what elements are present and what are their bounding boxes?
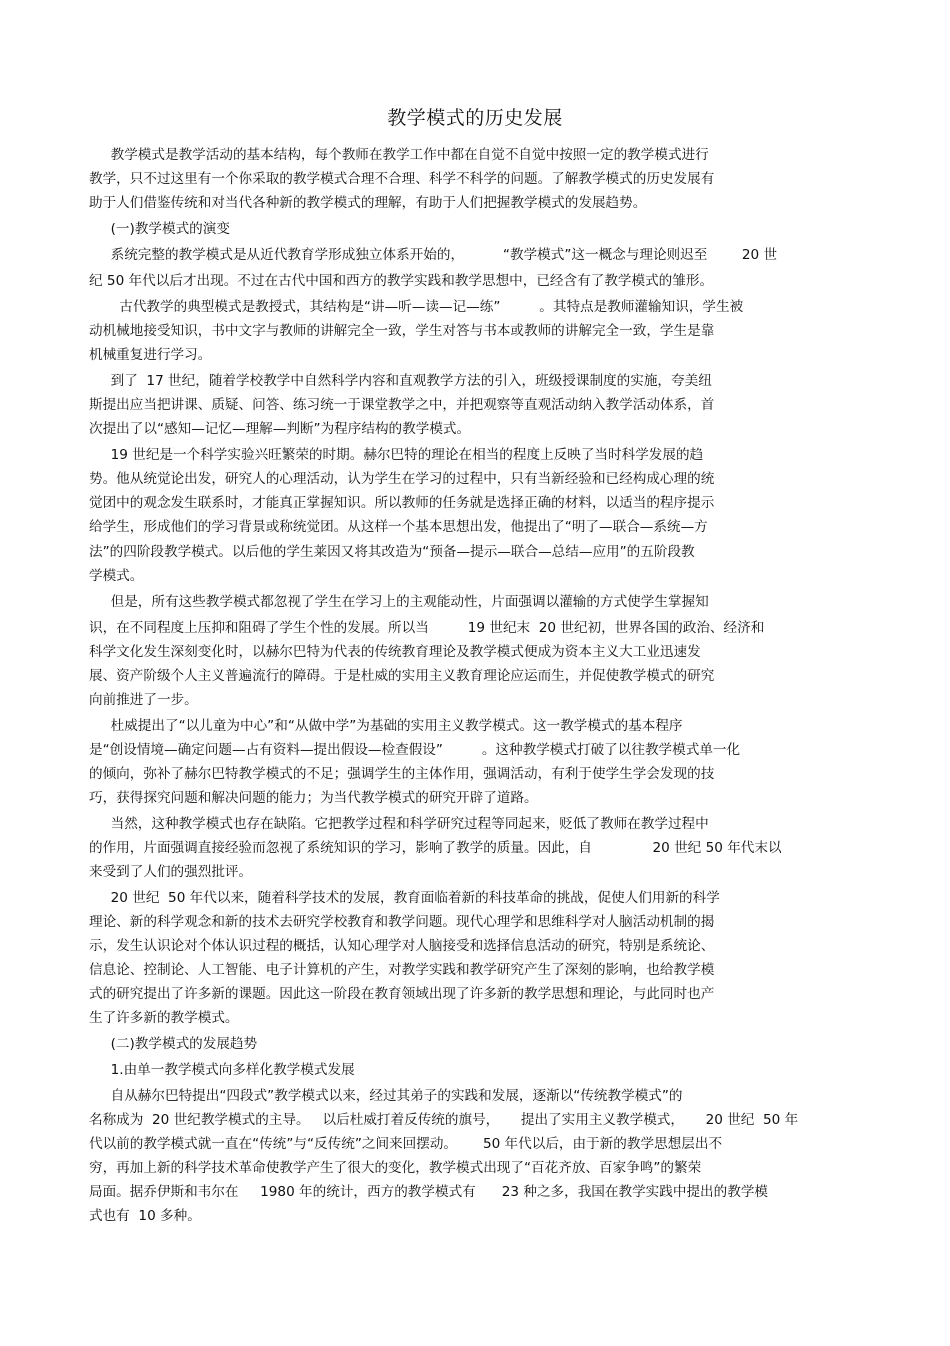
text-line: 教学模式是教学活动的基本结构，每个教师在教学工作中都在自觉不自觉中按照一定的教学模式进行 — [89, 147, 709, 163]
text-line: 向前推进了一步。 — [89, 692, 198, 708]
text-line: 展、资产阶级个人主义普遍流行的障碍。于是杜威的实用主义教育理论应运而生，并促使教学模式的研究 — [89, 668, 715, 684]
text-line: 式的研究提出了许多新的课题。因此这一阶段在教育领域出现了许多新的教学思想和理论，与此同时也产 — [89, 986, 715, 1002]
text-line: 生了许多新的教学模式。 — [89, 1010, 239, 1026]
text-line: 名称成为 20 世纪教学模式的主导。 以后杜威打着反传统的旗号， 提出了实用主义教学模式， 20 世纪 50 年 — [89, 1112, 799, 1128]
text-line: 1.由单一教学模式向多样化教学模式发展 — [89, 1062, 355, 1078]
text-line: 代以前的教学模式就一直在“传统”与“反传统”之间来回摆动。 50 年代以后，由于新的教学思想层出不 — [89, 1136, 723, 1152]
text-line: 的倾向，弥补了赫尔巴特教学模式的不足；强调学生的主体作用，强调活动，有利于使学生学会发现的技 — [89, 766, 715, 782]
text-line: 示，发生认识论对个体认识过程的概括，认知心理学对人脑接受和选择信息活动的研究，特别是系统论、 — [89, 938, 715, 954]
text-line: 来受到了人们的强烈批评。 — [89, 864, 253, 880]
text-line: 杜威提出了“以儿童为中心”和“从做中学”为基础的实用主义教学模式。这一教学模式的基本程序 — [89, 718, 683, 734]
text-line: 势。他从统觉论出发，研究人的心理活动，认为学生在学习的过程中，只有当新经验和已经构成心理的统 — [89, 471, 715, 487]
text-line: 学模式。 — [89, 568, 144, 584]
text-line: 穷，再加上新的科学技术革命使教学产生了很大的变化，教学模式出现了“百花齐放、百家争鸣”的繁荣 — [89, 1160, 702, 1176]
text-line: 机械重复进行学习。 — [89, 347, 212, 363]
text-line: 19 世纪是一个科学实验兴旺繁荣的时期。赫尔巴特的理论在相当的程度上反映了当时科学发展的趋 — [89, 447, 704, 463]
text-line: 给学生，形成他们的学习背景或称统觉团。从这样一个基本思想出发，他提出了“明了—联合—系统—方 — [89, 519, 708, 535]
text-line: 教学，只不过这里有一个你采取的教学模式合理不合理、科学不科学的问题。了解教学模式的历史发展有 — [89, 171, 715, 187]
text-line: 自从赫尔巴特提出“四段式”教学模式以来，经过其弟子的实践和发展，逐渐以“传统教学模式”的 — [89, 1088, 683, 1104]
text-line: 局面。据乔伊斯和韦尔在 1980 年的统计，西方的教学模式有 23 种之多，我国在教学实践中提出的教学模 — [89, 1184, 769, 1200]
text-line: 20 世纪 50 年代以来，随着科学技术的发展，教育面临着新的科技革命的挑战，促使人们用新的科学 — [89, 890, 720, 906]
text-line: 系统完整的教学模式是从近代教育学形成独立体系开始的， “教学模式”这一概念与理论则迟至 20 世 — [89, 247, 778, 263]
text-line: 识，在不同程度上压抑和阻碍了学生个性的发展。所以当 19 世纪末 20 世纪初，世界各国的政治、经济和 — [89, 620, 765, 636]
text-line: 但是，所有这些教学模式都忽视了学生在学习上的主观能动性，片面强调以灌输的方式使学生掌握知 — [89, 594, 709, 610]
text-line: 次提出了以“感知—记忆—理解—判断”为程序结构的教学模式。 — [89, 421, 471, 437]
text-line: (二)教学模式的发展趋势 — [89, 1036, 258, 1052]
text-line: 科学文化发生深刻变化时，以赫尔巴特为代表的传统教育理论及教学模式便成为资本主义大工业迅速发 — [89, 644, 701, 660]
text-line: 是“创设情境—确定问题—占有资料—提出假设—检查假设” 。这种教学模式打破了以往教学模式单一化 — [89, 742, 741, 758]
text-line: 古代教学的典型模式是教授式，其结构是“讲—听—读—记—练” 。其特点是教师灌输知识，学生被 — [89, 299, 744, 315]
text-line: 斯提出应当把讲课、质疑、问答、练习统一于课堂教学之中，并把观察等直观活动纳入教学活动体系，首 — [89, 397, 715, 413]
text-line: 当然，这种教学模式也存在缺陷。它把教学过程和科学研究过程等同起来，贬低了教师在教学过程中 — [89, 816, 709, 832]
text-line: (一)教学模式的演变 — [89, 221, 230, 237]
text-line: 的作用，片面强调直接经验而忽视了系统知识的学习，影响了教学的质量。因此，自 20 世纪 50 年代末以 — [89, 840, 782, 856]
text-line: 式也有 10 多种。 — [89, 1208, 201, 1224]
text-line: 觉团中的观念发生联系时，才能真正掌握知识。所以教师的任务就是选择正确的材料，以适当的程序提示 — [89, 495, 715, 511]
text-line: 动机械地接受知识，书中文字与教师的讲解完全一致，学生对答与书本或教师的讲解完全一致，学生是靠 — [89, 323, 715, 339]
text-line: 法”的四阶段教学模式。以后他的学生莱因又将其改造为“预备—提示—联合—总结—应用”的五阶段教 — [89, 544, 695, 560]
text-line: 到了 17 世纪，随着学校教学中自然科学内容和直观教学方法的引入，班级授课制度的实施，夸美纽 — [89, 373, 712, 389]
text-line: 助于人们借鉴传统和对当代各种新的教学模式的理解，有助于人们把握教学模式的发展趋势。 — [89, 195, 647, 211]
text-line: 信息论、控制论、人工智能、电子计算机的产生，对教学实践和教学研究产生了深刻的影响，也给教学模 — [89, 962, 715, 978]
text-line: 理论、新的科学观念和新的技术去研究学校教育和教学问题。现代心理学和思维科学对人脑活动机制的揭 — [89, 914, 715, 930]
text-line: 巧，获得探究问题和解决问题的能力；为当代教学模式的研究开辟了道路。 — [89, 790, 538, 806]
page-title: 教学模式的历史发展 — [387, 107, 563, 129]
text-line: 纪 50 年代以后才出现。不过在古代中国和西方的教学实践和教学思想中，已经含有了教学模式的雏形。 — [89, 273, 714, 289]
